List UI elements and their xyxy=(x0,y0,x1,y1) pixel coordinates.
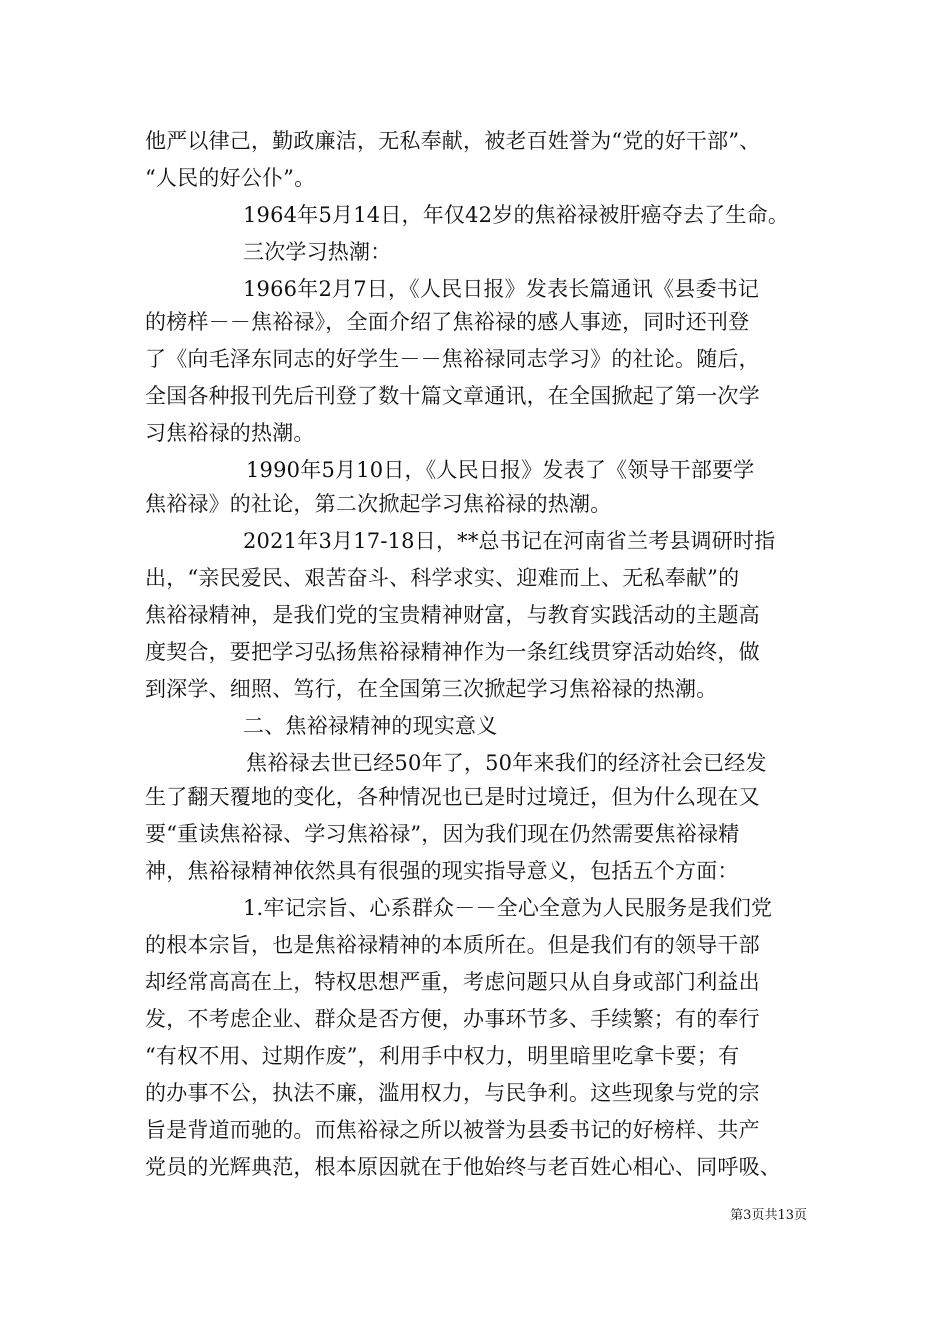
text-line: 1.牢记宗旨、心系群众－－全心全意为人民服务是我们党 xyxy=(243,896,773,920)
text-line: 的办事不公，执法不廉，滥用权力，与民争利。这些现象与党的宗 xyxy=(145,1081,760,1105)
text-line: 他严以律己，勤政廉洁，无私奉献，被老百姓誉为“党的好干部”、 xyxy=(145,129,761,153)
text-line: 2021年3月17-18日，**总书记在河南省兰考县调研时指 xyxy=(243,529,776,553)
text-line: 1990年5月10日，《人民日报》发表了《领导干部要学 xyxy=(246,458,755,482)
text-line: 发，不考虑企业、群众是否方便，办事环节多、手续繁；有的奉行 xyxy=(145,1007,760,1031)
text-line: 生了翻天覆地的变化，各种情况也已是时过境迁，但为什么现在又 xyxy=(145,785,760,809)
text-line: 旨是背道而驰的。而焦裕禄之所以被誉为县委书记的好榜样、共产 xyxy=(145,1118,760,1142)
text-line: 的榜样－－焦裕禄》，全面介绍了焦裕禄的感人事迹，同时还刊登 xyxy=(145,310,750,334)
text-line: 三次学习热潮： xyxy=(243,240,392,264)
text-line: 却经常高高在上，特权思想严重，考虑问题只从自身或部门利益出 xyxy=(145,970,760,994)
text-line: 要“重读焦裕禄、学习焦裕禄”，因为我们现在仍然需要焦裕禄精 xyxy=(145,822,740,846)
text-line: 党员的光辉典范，根本原因就在于他始终与老百姓心相心、同呼吸、 xyxy=(145,1155,781,1179)
page-number-footer: 第3页共13页 xyxy=(730,1208,807,1223)
text-line: 神，焦裕禄精神依然具有很强的现实指导意义，包括五个方面： xyxy=(145,859,739,883)
text-line: 全国各种报刊先后刊登了数十篇文章通讯，在全国掀起了第一次学 xyxy=(145,384,760,408)
text-line: 1966年2月7日，《人民日报》发表长篇通讯《县委书记 xyxy=(243,277,760,301)
text-line: 1964年5月14日，年仅42岁的焦裕禄被肝癌夺去了生命。 xyxy=(243,203,790,227)
text-line: 了《向毛泽东同志的好学生－－焦裕禄同志学习》的社论。随后， xyxy=(145,347,760,371)
text-line: 到深学、细照、笃行，在全国第三次掀起学习焦裕禄的热潮。 xyxy=(145,677,718,701)
text-line: 习焦裕禄的热潮。 xyxy=(145,421,315,445)
text-line: 焦裕禄》的社论，第二次掀起学习焦裕禄的热潮。 xyxy=(145,492,612,516)
text-line: “有权不用、过期作废”，利用手中权力，明里暗里吃拿卡要；有 xyxy=(145,1044,740,1068)
text-line: 焦裕禄精神，是我们党的宝贵精神财富，与教育实践活动的主题高 xyxy=(145,603,760,627)
text-line: 焦裕禄去世已经50年了，50年来我们的经济社会已经发 xyxy=(246,751,767,775)
text-line: 度契合，要把学习弘扬焦裕禄精神作为一条红线贯穿活动始终，做 xyxy=(145,640,760,664)
text-line: “人民的好公仆”。 xyxy=(145,166,316,190)
text-line: 的根本宗旨，也是焦裕禄精神的本质所在。但是我们有的领导干部 xyxy=(145,933,760,957)
section-heading: 二、焦裕禄精神的现实意义 xyxy=(243,714,498,738)
text-line: 出，“亲民爱民、艰苦奋斗、科学求实、迎难而上、无私奉献”的 xyxy=(145,566,740,590)
